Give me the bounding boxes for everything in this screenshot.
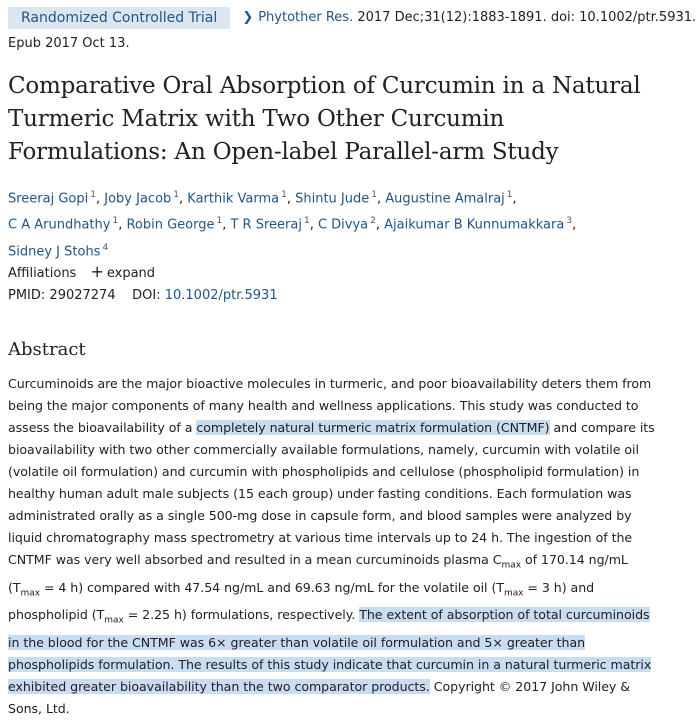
affiliation-number[interactable]: 4: [102, 242, 109, 253]
highlighted-text: completely natural turmeric matrix formulation (CNTMF): [196, 420, 550, 435]
abstract-part: = 2.25 h) formulations, respectively.: [123, 607, 360, 623]
author-link[interactable]: Ajaikumar B Kunnumakkara: [384, 217, 565, 233]
subscript: max: [503, 588, 524, 599]
highlighted-text: The extent of absorption of total curcuminoids in the blood for the CNTMF was 6× greater than volatile oil formulation and 5× greater than phospholipids formulation. The results of this study indicate that curcumin in a natural turmeric matrix exhibited greater bioavailability than the two comparator products.: [8, 607, 652, 694]
subscript: max: [104, 615, 124, 626]
doi-link[interactable]: 10.1002/ptr.5931: [164, 288, 278, 303]
affiliation-number[interactable]: 2: [370, 216, 376, 227]
abstract-heading: Abstract: [8, 339, 86, 360]
affiliation-number[interactable]: 1: [216, 216, 223, 227]
chevron-right-icon: ❯: [242, 10, 254, 25]
expand-affiliations-button[interactable]: [90, 262, 156, 281]
journal-link[interactable]: Phytother Res.: [258, 10, 354, 25]
author-link[interactable]: Shintu Jude: [295, 191, 370, 207]
citation-details: 2017 Dec;31(12):1883-1891. doi: 10.1002/ptr.5931.: [353, 10, 696, 25]
identifiers-row: [8, 287, 278, 305]
expand-label: expand: [106, 266, 156, 281]
plus-icon: +: [90, 262, 104, 281]
author-link[interactable]: C A Arundhathy: [8, 217, 111, 233]
affiliation-number[interactable]: 1: [173, 190, 180, 200]
affiliation-number[interactable]: 1: [281, 190, 287, 200]
author-link[interactable]: Sreeraj Gopi: [8, 191, 89, 207]
abstract-part: = 3 h) and phospholipid (T: [8, 579, 595, 623]
pmid-value: 29027274: [49, 288, 116, 303]
copyright-text: Copyright © 2017 John Wiley & Sons, Ltd.: [8, 678, 631, 716]
author-link[interactable]: Augustine Amalraj: [385, 191, 505, 207]
pmid-label: PMID:: [8, 288, 46, 303]
abstract-part: and compare its bioavailability with two other commercially available formulations, namely, curcumin with volatile oil (volatile oil formulation) and curcumin with phospholipids and cellulose (phospholipid formulation) in healthy human adult male subjects (15 each group) under fasting conditions. Each formulation was administrated orally as a single 500-mg dose in capsule form, and blood samples were analyzed by liquid chromatography mass spectrometry at various time intervals up to 24 h. The ingestion of the CNTMF was very well absorbed and resulted in a mean curcuminoids plasma C: [8, 420, 655, 567]
affiliation-number[interactable]: 3: [566, 216, 573, 227]
affiliation-number[interactable]: 1: [90, 190, 96, 200]
article-title: Comparative Oral Absorption of Curcumin in a Natural Turmeric Matrix with Two Other Curcumin Formulations: An Open-label Parallel-arm Study: [8, 73, 641, 165]
author-link[interactable]: Robin George: [126, 217, 215, 233]
affiliations-row: [8, 263, 155, 283]
affiliation-number[interactable]: 1: [112, 216, 119, 227]
citation-header: [8, 7, 696, 31]
abstract-part: = 4 h) compared with 47.54 ng/mL and 69.63 ng/mL for the volatile oil (T: [39, 579, 504, 595]
abstract-text: [8, 373, 656, 720]
subscript: max: [20, 588, 40, 599]
author-link[interactable]: T R Sreeraj: [230, 217, 302, 233]
citation-line: [242, 7, 696, 29]
author-link[interactable]: Joby Jacob: [104, 191, 172, 207]
publication-type-badge[interactable]: Randomized Controlled Trial: [8, 7, 230, 29]
author-link[interactable]: C Divya: [317, 217, 369, 233]
affiliations-label: Affiliations: [8, 266, 77, 281]
affiliation-number[interactable]: 1: [506, 190, 513, 200]
author-link[interactable]: Sidney J Stohs: [8, 243, 101, 259]
authors-list: Sreeraj Gopi $^1$, Joby Jacob $^1$, Karthik Varma $^1$, Shintu Jude $^1$, Augustine Amalraj $^1$, C A Arundhathy $^1$, Robin George $^1$, T R Sreeraj $^1$, C Divya $^2$, Ajaikumar B Kunnumakkara $^3$, Sidney J Stohs $^4$: [8, 190, 577, 259]
subscript: max: [501, 560, 521, 571]
abstract-part: Curcuminoids are the major bioactive molecules in turmeric, and poor bioavailability deters them from being the major components of many health and wellness applications. This study was conducted to assess the bioavailability of a: [8, 376, 652, 435]
affiliation-number[interactable]: 1: [371, 190, 377, 200]
doi-label: DOI:: [132, 288, 161, 303]
affiliation-number[interactable]: 1: [303, 216, 310, 227]
author-link[interactable]: Karthik Varma: [187, 191, 280, 207]
epub-date: Epub 2017 Oct 13.: [8, 36, 130, 51]
abstract-part: of 170.14 ng/mL (T: [8, 552, 628, 595]
